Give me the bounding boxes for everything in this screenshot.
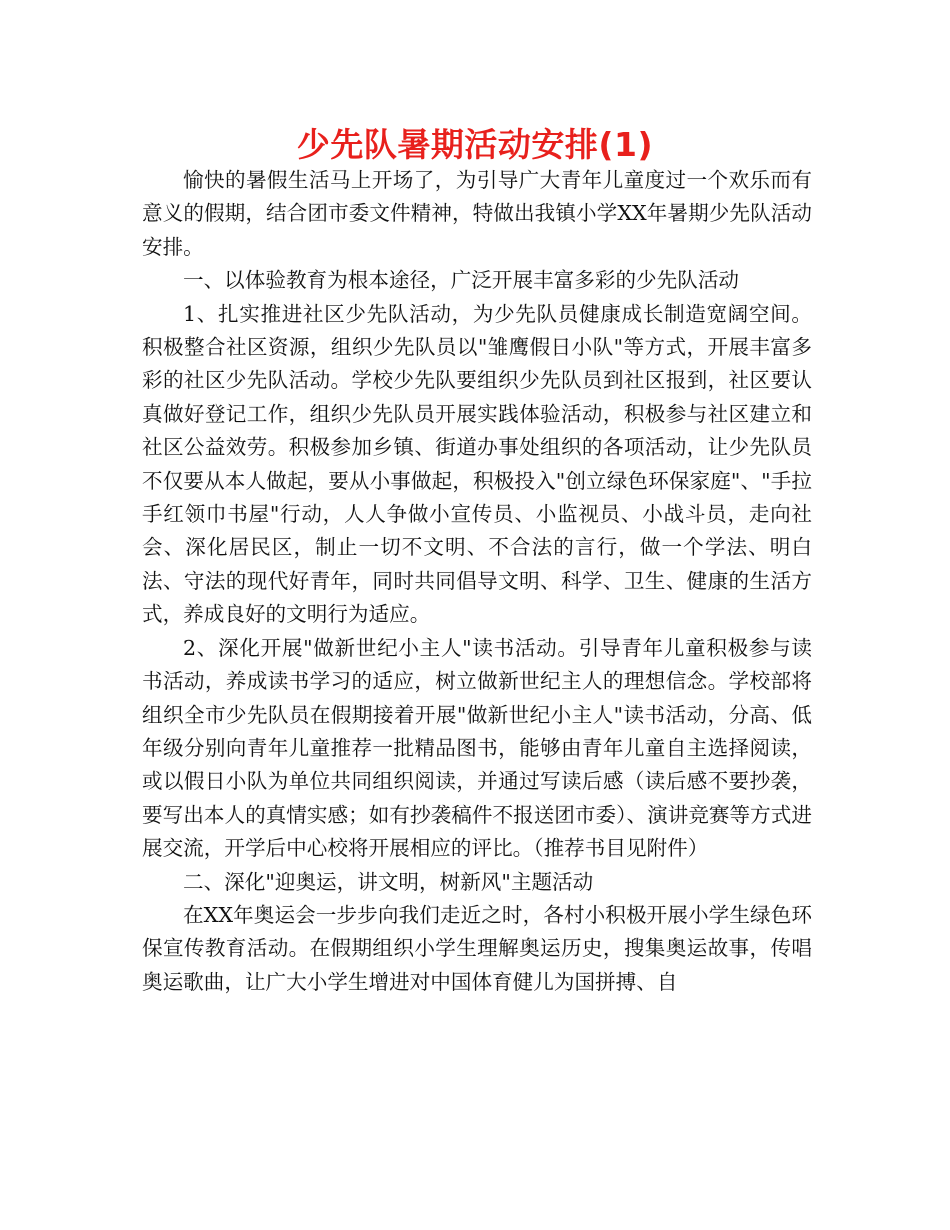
paragraph-community-activities: 1、扎实推进社区少先队活动，为少先队员健康成长制造宽阔空间。积极整合社区资源，组织少先队员以"雏鹰假日小队"等方式，开展丰富多彩的社区少先队活动。学校少先队要组织少先队员到社区报到，社区要认真做好登记工作，组织少先队员开展实践体验活动，积极参与社区建立和社区公益效劳。积极参加乡镇、街道办事处组织的各项活动，让少先队员不仅要从本人做起，要从小事做起，积极投入"创立绿色环保家庭"、"手拉手红领巾书屋"行动，人人争做小宣传员、小监视员、小战斗员，走向社会、深化居民区，制止一切不文明、不合法的言行，做一个学法、明白法、守法的现代好青年，同时共同倡导文明、科学、卫生、健康的生活方式，养成良好的文明行为适应。 — [142, 301, 812, 627]
section-heading-1: 一、以体验教育为根本途径，广泛开展丰富多彩的少先队活动 — [183, 268, 740, 293]
paragraph-reading-activities: 2、深化开展"做新世纪小主人"读书活动。引导青年儿童积极参与读书活动，养成读书学习的适应，树立做新世纪主人的理想信念。学校部将组织全市少先队员在假期接着开展"做新世纪小主人"读书活动，分高、低年级分别向青年儿童推荐一批精品图书，能够由青年儿童自主选择阅读，或以假日小队为单位共同组织阅读，并通过写读后感（读后感不要抄袭，要写出本人的真情实感；如有抄袭稿件不报送团市委）、演讲竞赛等方式进展交流，开学后中心校将开展相应的评比。（推荐书目见附件） — [142, 635, 812, 861]
document-title: 少先队暑期活动安排(1) — [296, 125, 654, 164]
document-body — [142, 164, 812, 999]
section-heading-2: 二、深化"迎奥运，讲文明，树新风"主题活动 — [183, 869, 594, 894]
paragraph-intro: 愉快的暑假生活马上开场了，为引导广大青年儿童度过一个欢乐而有意义的假期，结合团市委文件精神，特做出我镇小学XX年暑期少先队活动安排。 — [142, 168, 812, 259]
paragraph-olympics: 在XX年奥运会一步步向我们走近之时，各村小积极开展小学生绿色环保宣传教育活动。在假期组织小学生理解奥运历史，搜集奥运故事，传唱奥运歌曲，让广大小学生增进对中国体育健儿为国拼搏、自 — [142, 902, 812, 994]
